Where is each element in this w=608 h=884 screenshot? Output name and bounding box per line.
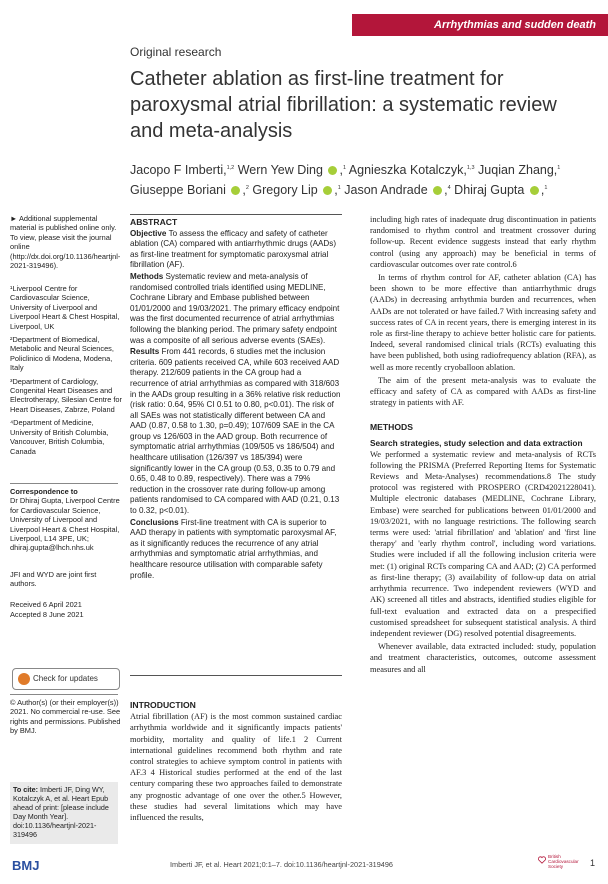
author-name[interactable]: Giuseppe Boriani <box>130 183 226 197</box>
abstract-text: From 441 records, 6 studies met the inclusion criteria. 609 patients received CA, while 603 received AAD therapy. 212/609 patients in the CA group had a recurrence of atrial arrhythmias as compared with 318/603 in the AADs group resulting in a 36% relative risk reduction (risk ratio: 0.64, 95% CI 0.51 to 0.80, p<0.01). The risk of all SAEs was not statistically different between CA and AAD (0.87, 0.58 to 1.30, p=0.49); 107/609 SAE in the CA group vs 126/603 in the AAD group. Both recurrence of symptomatic atrial arrhythmias (109/505 vs 186/504) and healthcare utilisation (126/397 vs 185/394) were significantly lower in the CA group (0.53, 0.35 to 0.79 and 0.65, 0.48 to 0.89, respectively). There was a 79% reduction in the crossover rate during follow-up among patients randomised to CA compared with AAD (0.21, 0.13 to 0.32, p<0.01). <box>130 347 341 516</box>
abstract-objective <box>130 229 342 271</box>
affiliation-2: ²Department of Biomedical, Metabolic and Neural Sciences, Policlinico di Modena, Modena, Italy <box>10 335 114 373</box>
author-affiliation: 2 <box>245 184 249 191</box>
body-column <box>370 214 596 677</box>
divider <box>10 694 118 695</box>
citation-heading: To cite: <box>13 785 39 794</box>
society-logo <box>538 854 592 870</box>
abstract-label: Results <box>130 347 160 357</box>
page-number: 1 <box>590 858 596 868</box>
intro-paragraph: Atrial fibrillation (AF) is the most common sustained cardiac arrhythmia worldwide and it significantly impacts patients' morbidity, mortality and quality of life.1 2 Current international guidelines recommend both rhythm and rate control strategies to achieve symptom control in patients with AF.3 4 Historical studies performed at the end of the last century comparing these two approaches failed to demonstrate any prognostic advantage of one over the other.5 However, these studies had several limitations which may have influenced the results, <box>130 712 342 823</box>
copyright-note: © Author(s) (or their employer(s)) 2021. No commercial re-use. See rights and permissions. Published by BMJ. <box>10 698 121 736</box>
article-title: Catheter ablation as first-line treatment for paroxysmal atrial fibrillation: a systematic review and meta-analysis <box>130 68 557 142</box>
author-name[interactable]: Agnieszka Kotalczyk, <box>348 163 467 177</box>
affiliations <box>10 284 122 460</box>
abstract-label: Objective <box>130 228 167 238</box>
citation-body: Imberti JF, Ding WY, Kotalczyk A, et al. Heart Epub ahead of print: [please include Day Month Year]. doi:10.1136/heartjnl-2021-319496 <box>13 785 109 839</box>
section-banner: Arrhythmias and sudden death <box>352 14 608 36</box>
orcid-icon[interactable] <box>323 186 332 195</box>
orcid-icon[interactable] <box>530 186 539 195</box>
author-name[interactable]: Wern Yew Ding <box>237 163 323 177</box>
methods-heading: METHODS <box>370 422 413 433</box>
correspondence-body[interactable]: Dr Dhiraj Gupta, Liverpool Centre for Cardiovascular Science, University of Liverpool and Liverpool Heart & Chest Hospital, Liverpool, L14 3PE, UK; dhiraj.gupta@lhch.nhs.uk <box>10 496 120 553</box>
author-affiliation: 1 <box>544 184 548 191</box>
abstract-heading: ABSTRACT <box>130 217 178 227</box>
author-affiliation: 1 <box>342 164 346 171</box>
author-name[interactable]: Dhiraj Gupta <box>454 183 525 197</box>
correspondence-heading: Correspondence to <box>10 487 78 496</box>
author-name[interactable]: Jacopo F Imberti, <box>130 163 227 177</box>
author-affiliation: 4 <box>447 184 451 191</box>
author-affiliation: 1 <box>557 164 561 171</box>
abstract <box>130 214 342 676</box>
abstract-label: Conclusions <box>130 517 179 527</box>
author-name[interactable]: Gregory Lip <box>252 183 318 197</box>
abstract-results <box>130 347 342 517</box>
accepted-date: Accepted 8 June 2021 <box>10 610 84 619</box>
body-paragraph: In terms of rhythm control for AF, catheter ablation (CA) has been shown to be more effective than antiarrhythmic drugs (AADs) in decreasing arrhythmia burden and recurrences, when AADs are not tolerated or have failed.7 With increasing safety and success rates of CA in recent years, there is emerging interest in its role as first-line therapy to achieve better holistic care for patients. Indeed, several randomised clinical trials (RCTs) evaluating this have been published, both using radiofrequency ablation (RFA), as well as more recently cryoballoon ablation. <box>370 273 596 372</box>
orcid-icon[interactable] <box>231 186 240 195</box>
abstract-text: Systematic review and meta-analysis of randomised controlled trials identified using MEDLINE, Cochrane Library and Embase published between 01/01/2000 and 19/03/2021. The primary efficacy endpoint was the first documented recurrence of atrial arrhythmias following the blanking period. The primary safety endpoint was a composite of all serious adverse events (SAEs). <box>130 271 340 345</box>
author-affiliation: 1,3 <box>466 164 475 171</box>
abstract-methods <box>130 272 342 346</box>
affiliation-1: ¹Liverpool Centre for Cardiovascular Science, University of Liverpool and Liverpool Heart & Chest Hospital, Liverpool, UK <box>10 284 120 331</box>
joint-authors-note: JFI and WYD are joint first authors. <box>10 570 97 589</box>
orcid-icon[interactable] <box>433 186 442 195</box>
author-list: Jacopo F Imberti,$^{1,2}$ Wern Yew Ding ,$^1$ Agnieszka Kotalczyk,$^{1,3}$ Juqian Zhang,$^1$ Giuseppe Boriani ,$^2$ Gregory Lip ,$^1$ Jason Andrade ,$^4$ Dhiraj Gupta ,$^1$ <box>130 163 561 197</box>
introduction <box>130 700 342 825</box>
body-paragraph: including high rates of inadequate drug discontinuation in patients randomised to rhythm control and treatment crossover during follow-up. Recent evidence suggests instead that early rhythm control (using any approach) may be beneficial in terms of cardiovascular outcomes over rate control.6 <box>370 215 596 269</box>
article-type: Original research <box>130 45 222 59</box>
intro-heading: INTRODUCTION <box>130 700 196 710</box>
received-date: Received 6 April 2021 <box>10 600 82 609</box>
author-affiliation: 1,2 <box>226 164 235 171</box>
supplemental-note[interactable]: ► Additional supplemental material is published online only. To view, please visit the journal online (http://dx.doi.org/10.1136/heartjnl-2021-319496). <box>10 214 121 271</box>
society-name: British Cardiovascular Society <box>548 854 579 870</box>
methods-subheading: Search strategies, study selection and data extraction <box>370 437 583 448</box>
divider <box>10 483 118 484</box>
author-affiliation: 1 <box>337 184 341 191</box>
check-updates-icon <box>18 673 30 685</box>
citation-box <box>10 782 118 844</box>
author-name[interactable]: Jason Andrade <box>344 183 428 197</box>
check-updates-button[interactable] <box>12 668 120 690</box>
abstract-conclusions <box>130 518 342 582</box>
body-paragraph: The aim of the present meta-analysis was to evaluate the efficacy and safety of CA as compared with AADs as first-line strategy in patients with AF. <box>370 375 596 408</box>
bmj-logo[interactable]: BMJ <box>12 858 40 873</box>
check-updates-label: Check for updates <box>33 674 98 683</box>
abstract-label: Methods <box>130 271 164 281</box>
methods-paragraph: Whenever available, data extracted included: study, population and treatment characteristics, outcomes, outcome assessment measures and all <box>370 642 596 674</box>
author-name[interactable]: Juqian Zhang, <box>478 163 558 177</box>
footer-reference: Imberti JF, et al. Heart 2021;0:1–7. doi:10.1136/heartjnl-2021-319496 <box>170 860 393 869</box>
abstract-text: First-line treatment with CA is superior to AAD therapy in patients with symptomatic paroxysmal AF, as it significantly reduces the recurrence of any atrial arrhythmias and symptomatic atrial arrhythmias, and healthcare resource utilisation with comparable safety profile. <box>130 517 337 580</box>
affiliation-3: ³Department of Cardiology, Congenital Heart Diseases and Electrotherapy, Silesian Centre for Heart Diseases, Zabrze, Poland <box>10 376 123 414</box>
abstract-text: To assess the efficacy and safety of catheter ablation (CA) compared with antiarrhythmic drugs (AADs) as first-line treatment for symptomatic paroxysmal atrial fibrillation (AF). <box>130 228 337 270</box>
orcid-icon[interactable] <box>328 166 337 175</box>
heart-icon <box>538 856 546 864</box>
affiliation-4: ⁴Department of Medicine, University of British Columbia, Vancouver, British Columbia, Canada <box>10 418 109 456</box>
methods-paragraph: We performed a systematic review and meta-analysis of RCTs following the PRISMA (Preferred Reporting Items for Systematic Reviews and Meta-Analyses) recommendations.8 The study protocol was registered with PROSPERO (CRD42021228041). Multiple electronic databases (MEDLINE, Cochrane Library, Embase) were searched for publications between 01/01/2000 and 19/03/2021, with no language restrictions. The following search terms were used: 'atrial fibrillation' and 'ablation' and 'first line therapy' and 'early rhythm control', including word variations. Studies were included if all the following inclusion criteria were met: (1) original RCTs comparing CA and AAD; (2) CA performed as first-line therapy; (3) availability of follow-up data on atrial arrhythmia recurrence. Two independent reviewers (WYD and AK) screened all titles and abstracts, identified studies eligible for full-text evaluation and extracted data on a prespecified customised spreadsheet for subsequent statistical analysis. A third independent reviewer (DG) resolved potential disagreements. <box>370 449 596 638</box>
correspondence <box>10 487 122 553</box>
